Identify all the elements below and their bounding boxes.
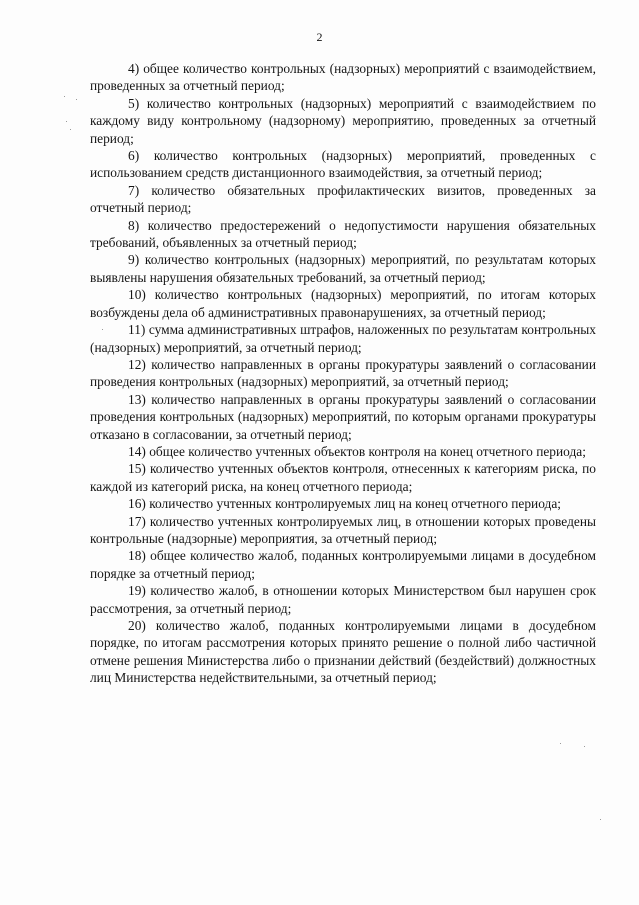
list-item: 14) общее количество учтенных объектов контроля на конец отчетного периода; [128,443,586,459]
list-item: 12) количество направленных в органы прокуратуры заявлений о согласовании проведения контрольных (надзорных) мероприятий, за отчетный период; [90,356,596,390]
list-item: 19) количество жалоб, в отношении которых Министерством был нарушен срок рассмотрения, за отчетный период; [90,583,596,616]
scan-speck [66,121,67,122]
scan-speck [584,746,585,747]
list-item: 10) количество контрольных (надзорных) мероприятий, по итогам которых возбуждены дела об административных правонарушениях, за отчетный период; [90,287,596,320]
scan-speck [64,96,65,97]
list-item: 9) количество контрольных (надзорных) мероприятий, по результатам которых выявлены нарушения обязательных требований, за отчетный период; [90,252,596,285]
list-item: 17) количество учтенных контролируемых лиц, в отношении которых проведены контрольные (надзорные) мероприятия, за отчетный период; [90,513,596,546]
list-item: 15) количество учтенных объектов контроля, отнесенных к категориям риска, по каждой из категорий риска, на конец отчетного периода; [90,461,596,494]
list-item: 7) количество обязательных профилактических визитов, проведенных за отчетный период; [90,182,596,216]
list-item: 16) количество учтенных контролируемых лиц на конец отчетного периода; [128,496,562,512]
scan-speck [560,743,561,744]
list-item: 5) количество контрольных (надзорных) мероприятий с взаимодействием по каждому виду контрольному (надзорному) мероприятию, проведенных за отчетный период; [90,95,596,146]
document-body [90,60,596,687]
list-item: 13) количество направленных в органы прокуратуры заявлений о согласовании проведения контрольных (надзорных) мероприятий, по которым органами прокуратуры отказано в согласовании, за отчетный период; [90,391,596,442]
list-item: 4) общее количество контрольных (надзорных) мероприятий с взаимодействием, проведенных за отчетный период; [90,61,596,94]
scan-speck [600,819,601,820]
list-item: 18) общее количество жалоб, поданных контролируемыми лицами в досудебном порядке за отчетный период; [90,548,596,581]
list-item: 6) количество контрольных (надзорных) мероприятий, проведенных с использованием средств дистанционного взаимодействия, за отчетный период; [90,148,596,181]
scan-speck [102,329,103,330]
list-item: 11) сумма административных штрафов, наложенных по результатам контрольных (надзорных) мероприятий, за отчетный период; [90,322,596,355]
scan-speck [76,99,77,100]
scan-speck [70,129,71,130]
list-item: 20) количество жалоб, поданных контролируемыми лицами в досудебном порядке, по итогам рассмотрения которых принято решение о полной либо частичной отмене решения Министерства либо о признании действий (бездействий) должностных лиц Министерства недействительными, за отчетный период; [90,618,596,686]
list-item: 8) количество предостережений о недопустимости нарушения обязательных требований, объявленных за отчетный период; [90,217,596,251]
page-number: 2 [316,30,323,44]
